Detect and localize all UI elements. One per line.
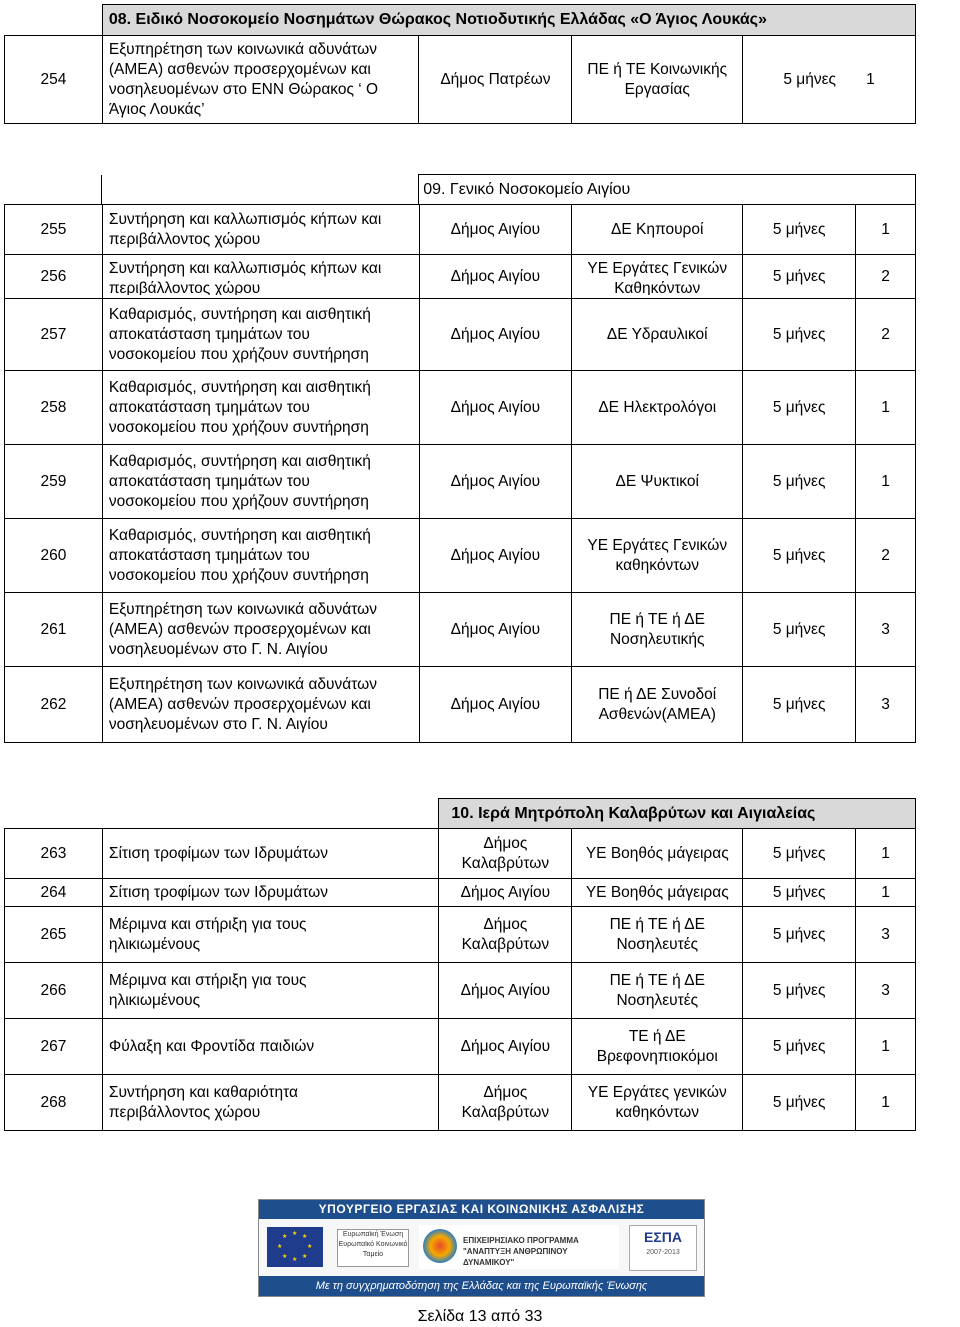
row-specialty: ΥΕ Εργάτες Γενικών καθηκόντων (572, 519, 743, 593)
row-description: Καθαρισμός, συντήρηση και αισθητική αποκατάσταση τμημάτων του νοσοκομείου που χρήζουν συντήρηση (102, 371, 419, 445)
row-specialty: ΠΕ ή ΔΕ Συνοδοί Ασθενών(ΑΜΕΑ) (572, 667, 743, 743)
row-number: 266 (5, 963, 103, 1019)
espa-logo: ΕΣΠΑ 2007-2013 (629, 1225, 697, 1271)
row-number: 261 (5, 593, 103, 667)
row-number: 265 (5, 907, 103, 963)
table-row (5, 1019, 916, 1075)
row-description: Εξυπηρέτηση των κοινωνικά αδυνάτων (ΑΜΕΑ) ασθενών προσερχομένων και νοσηλευομένων στο ΕΝΝ Θώρακος ‘ Ο Άγιος Λουκάς’ (102, 36, 419, 124)
ministry-title: ΥΠΟΥΡΓΕΙΟ ΕΡΓΑΣΙΑΣ ΚΑΙ ΚΟΙΝΩΝΙΚΗΣ ΑΣΦΑΛΙΣΗΣ (259, 1200, 704, 1219)
section-10 (4, 798, 916, 1131)
row-municipality: Δήμος Αιγίου (419, 593, 572, 667)
row-description: Φύλαξη και Φροντίδα παιδιών (102, 1019, 439, 1075)
row-specialty: ΠΕ ή ΤΕ ή ΔΕ Νοσηλευτικής (572, 593, 743, 667)
row-specialty: ΠΕ ή ΤΕ ή ΔΕ Νοσηλευτές (572, 963, 743, 1019)
table-row (5, 519, 916, 593)
row-municipality: Δήμος Αιγίου (419, 299, 572, 371)
row-count: 1 (856, 445, 916, 519)
row-duration: 5 μήνες (743, 1075, 856, 1131)
row-description: Καθαρισμός, συντήρηση και αισθητική αποκατάσταση τμημάτων του νοσοκομείου που χρήζουν συντήρηση (102, 519, 419, 593)
row-description: Συντήρηση και καλλωπισμός κήπων και περιβάλλοντος χώρου (102, 205, 419, 255)
row-count: 1 (856, 1019, 916, 1075)
row-specialty: ΥΕ Εργάτες γενικών καθηκόντων (572, 1075, 743, 1131)
row-municipality: Δήμος Αιγίου (439, 963, 572, 1019)
row-municipality: Δήμος Αιγίου (419, 371, 572, 445)
row-duration: 5 μήνες (743, 829, 856, 879)
section-08 (4, 4, 916, 124)
section-08-title: 08. Ειδικό Νοσοκομείο Νοσημάτων Θώρακος Νοτιοδυτικής Ελλάδας «Ο Άγιος Λουκάς» (102, 5, 915, 36)
row-count: 1 (856, 205, 916, 255)
row-municipality: Δήμος Αιγίου (419, 445, 572, 519)
row-count: 1 (856, 829, 916, 879)
row-municipality: Δήμος Αιγίου (419, 667, 572, 743)
section-09-title: 09. Γενικό Νοσοκομείο Αιγίου (419, 175, 916, 205)
row-municipality: Δήμος Πατρέων (419, 36, 572, 124)
row-municipality: Δήμος Αιγίου (419, 205, 572, 255)
row-description: Εξυπηρέτηση των κοινωνικά αδυνάτων (ΑΜΕΑ) ασθενών προσερχομένων και νοσηλευομένων στο Γ. Ν. Αιγίου (102, 667, 419, 743)
row-duration: 5 μήνες (743, 907, 856, 963)
row-count: 1 (856, 879, 916, 907)
row-description: Σίτιση τροφίμων των Ιδρυμάτων (102, 879, 439, 907)
table-row (5, 963, 916, 1019)
row-description: Εξυπηρέτηση των κοινωνικά αδυνάτων (ΑΜΕΑ) ασθενών προσερχομένων και νοσηλευομένων στο Γ. Ν. Αιγίου (102, 593, 419, 667)
cofunding-text: Με τη συγχρηματοδότηση της Ελλάδας και της Ευρωπαϊκής Ένωσης (259, 1276, 704, 1296)
row-specialty: ΥΕ Εργάτες Γενικών Καθηκόντων (572, 255, 743, 299)
row-count: 2 (856, 299, 916, 371)
eu-fund-logo: Ευρωπαϊκή Ένωση Ευρωπαϊκό Κοινωνικό Ταμείο (337, 1229, 409, 1267)
row-specialty: ΥΕ Βοηθός μάγειρας (572, 879, 743, 907)
row-count: 2 (856, 519, 916, 593)
table-row (5, 205, 916, 255)
row-duration: 5 μήνες (743, 593, 856, 667)
table-row (5, 1075, 916, 1131)
table-row (5, 907, 916, 963)
row-number: 257 (5, 299, 103, 371)
row-number: 268 (5, 1075, 103, 1131)
table-row (5, 36, 916, 124)
row-duration: 5 μήνες (743, 445, 856, 519)
row-count: 3 (856, 963, 916, 1019)
table-row (5, 667, 916, 743)
row-number: 259 (5, 445, 103, 519)
row-duration: 5 μήνες (743, 299, 856, 371)
funding-banner (258, 1199, 705, 1297)
row-number: 267 (5, 1019, 103, 1075)
row-duration: 5 μήνες (743, 255, 856, 299)
table-row (5, 829, 916, 879)
row-description: Μέριμνα και στήριξη για τους ηλικιωμένους (102, 963, 439, 1019)
row-duration: 5 μήνες (743, 667, 856, 743)
row-duration: 5 μήνες (743, 519, 856, 593)
section-09-table (4, 204, 916, 743)
row-municipality: Δήμος Αιγίου (419, 255, 572, 299)
row-description: Συντήρηση και καλλωπισμός κήπων και περιβάλλοντος χώρου (102, 255, 419, 299)
row-specialty: ΔΕ Κηπουροί (572, 205, 743, 255)
row-duration-count: 5 μήνες 1 (743, 36, 916, 124)
table-row (5, 593, 916, 667)
row-duration: 5 μήνες (743, 879, 856, 907)
row-specialty: ΔΕ Ψυκτικοί (572, 445, 743, 519)
row-description: Καθαρισμός, συντήρηση και αισθητική αποκατάσταση τμημάτων του νοσοκομείου που χρήζουν συντήρηση (102, 299, 419, 371)
eu-flag-icon: ★ ★ ★ ★ ★ ★ ★ ★ (267, 1227, 323, 1267)
table-row (5, 371, 916, 445)
row-municipality: Δήμος Αιγίου (439, 1019, 572, 1075)
row-number: 263 (5, 829, 103, 879)
table-row (5, 879, 916, 907)
row-description: Σίτιση τροφίμων των Ιδρυμάτων (102, 829, 439, 879)
row-description: Καθαρισμός, συντήρηση και αισθητική αποκατάσταση τμημάτων του νοσοκομείου που χρήζουν συντήρηση (102, 445, 419, 519)
row-description: Συντήρηση και καθαριότητα περιβάλλοντος χώρου (102, 1075, 439, 1131)
row-municipality: Δήμος Καλαβρύτων (439, 907, 572, 963)
row-number: 260 (5, 519, 103, 593)
row-specialty: ΤΕ ή ΔΕ Βρεφονηπιοκόμοι (572, 1019, 743, 1075)
row-count: 1 (856, 1075, 916, 1131)
row-duration: 5 μήνες (743, 205, 856, 255)
program-emblem-icon (423, 1229, 457, 1263)
row-municipality: Δήμος Αιγίου (439, 879, 572, 907)
row-duration: 5 μήνες (743, 963, 856, 1019)
row-duration: 5 μήνες (743, 371, 856, 445)
row-number: 264 (5, 879, 103, 907)
row-specialty: ΔΕ Υδραυλικοί (572, 299, 743, 371)
row-count: 2 (856, 255, 916, 299)
row-duration: 5 μήνες (743, 1019, 856, 1075)
table-row (5, 299, 916, 371)
table-row (5, 255, 916, 299)
section-10-title: 10. Ιερά Μητρόπολη Καλαβρύτων και Αιγιαλείας (439, 799, 916, 829)
row-specialty: ΥΕ Βοηθός μάγειρας (572, 829, 743, 879)
row-count: 3 (856, 593, 916, 667)
row-count: 1 (856, 371, 916, 445)
row-count: 3 (856, 667, 916, 743)
row-count: 3 (856, 907, 916, 963)
page-number: Σελίδα 13 από 33 (417, 1308, 543, 1325)
row-specialty: ΠΕ ή ΤΕ ή ΔΕ Νοσηλευτές (572, 907, 743, 963)
row-number: 255 (5, 205, 103, 255)
row-municipality: Δήμος Αιγίου (419, 519, 572, 593)
row-number: 262 (5, 667, 103, 743)
row-municipality: Δήμος Καλαβρύτων (439, 1075, 572, 1131)
row-number: 256 (5, 255, 103, 299)
table-row (5, 445, 916, 519)
row-municipality: Δήμος Καλαβρύτων (439, 829, 572, 879)
row-description: Μέριμνα και στήριξη για τους ηλικιωμένους (102, 907, 439, 963)
row-number: 258 (5, 371, 103, 445)
section-09 (4, 174, 916, 205)
row-specialty: ΠΕ ή ΤΕ Κοινωνικής Εργασίας (572, 36, 743, 124)
row-specialty: ΔΕ Ηλεκτρολόγοι (572, 371, 743, 445)
program-logo: ΕΠΙΧΕΙΡΗΣΙΑΚΟ ΠΡΟΓΡΑΜΜΑ "ΑΝΑΠΤΥΞΗ ΑΝΘΡΩΠΙΝΟΥ ΔΥΝΑΜΙΚΟΥ" (419, 1225, 619, 1269)
row-number: 254 (5, 36, 103, 124)
